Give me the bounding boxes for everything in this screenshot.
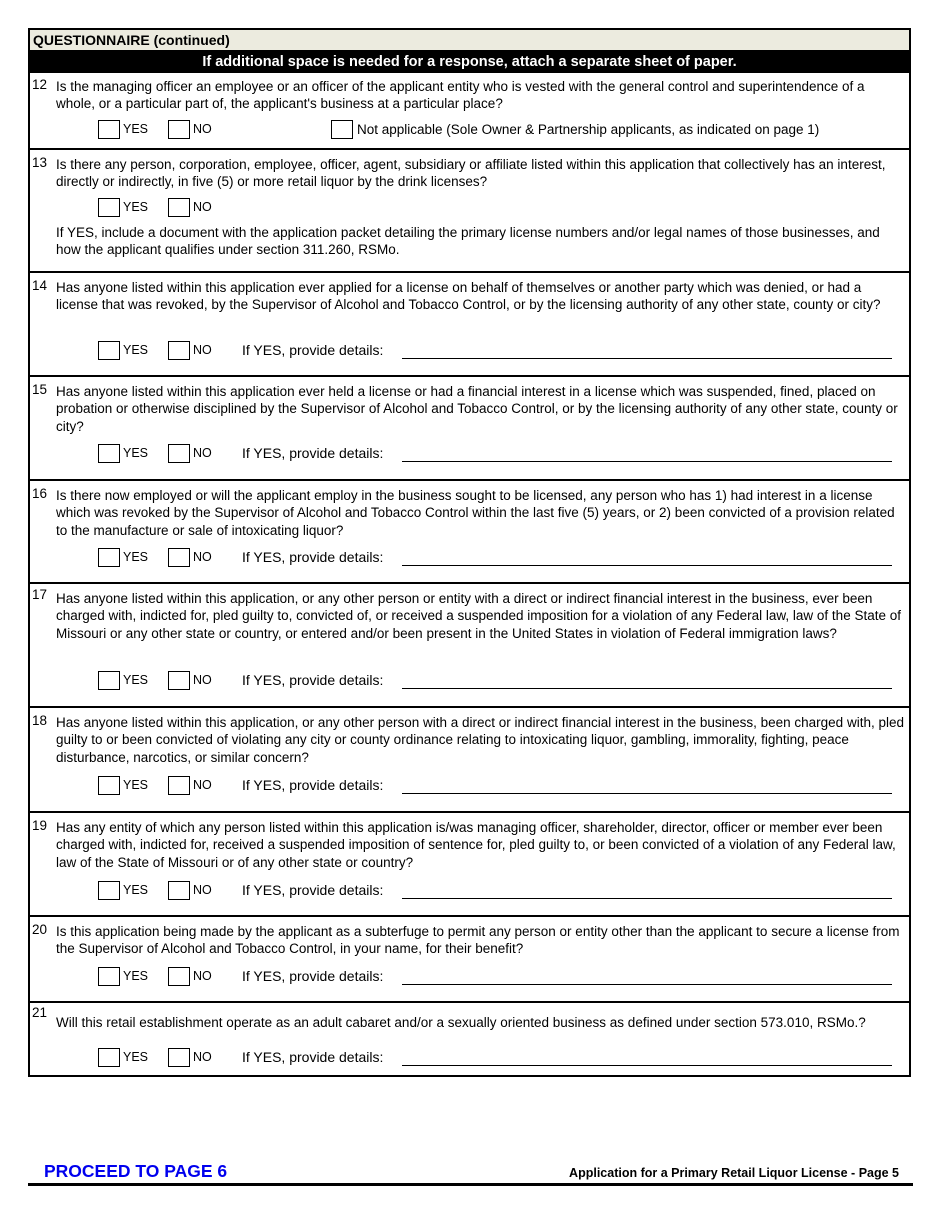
- not-applicable-label: Not applicable (Sole Owner & Partnership applicants, as indicated on page 1): [357, 122, 820, 137]
- yes-checkbox[interactable]: [98, 776, 120, 795]
- proceed-link[interactable]: PROCEED TO PAGE 6: [44, 1161, 228, 1181]
- question-text: Is there now employed or will the applicant employ in the business sought to be licensed, any person who has 1) had interest in a license which was revoked by the Supervisor of Alcohol and Tobacco Control within the last five (5) years, or 2) been convicted of a provision related to the manufacture or sale of intoxicating liquor?: [56, 488, 895, 538]
- details-label: If YES, provide details:: [242, 445, 384, 461]
- yes-checkbox[interactable]: [98, 967, 120, 986]
- question-number: 21: [32, 1005, 48, 1020]
- yes-label: YES: [123, 550, 149, 564]
- answer-row: [30, 1048, 909, 1068]
- question-number: 12: [32, 77, 48, 92]
- answer-row: [30, 198, 909, 218]
- details-field[interactable]: [402, 565, 892, 566]
- question-20: [30, 917, 909, 1003]
- details-label: If YES, provide details:: [242, 342, 384, 358]
- yes-label: YES: [123, 122, 149, 136]
- no-label: NO: [193, 673, 212, 687]
- page-footer: Application for a Primary Retail Liquor License - Page 5: [569, 1166, 899, 1180]
- question-number: 20: [32, 922, 48, 937]
- answer-row: [30, 548, 909, 568]
- details-label: If YES, provide details:: [242, 1049, 384, 1065]
- no-label: NO: [193, 969, 212, 983]
- no-label: NO: [193, 1050, 212, 1064]
- question-text: Has anyone listed within this application, or any other person with a direct or indirect financial interest in the business, been charged with, pled guilty to or been convicted of violating any city or county ordinance relating to intoxicating liquor, gambling, immorality, fighting, peace disturbance, narcotics, or similar concern?: [56, 715, 904, 765]
- no-checkbox[interactable]: [168, 120, 190, 139]
- details-field[interactable]: [402, 358, 892, 359]
- details-field[interactable]: [402, 793, 892, 794]
- no-checkbox[interactable]: [168, 967, 190, 986]
- question-number: 15: [32, 382, 48, 397]
- no-checkbox[interactable]: [168, 671, 190, 690]
- no-label: NO: [193, 778, 212, 792]
- no-label: NO: [193, 883, 212, 897]
- question-15: [30, 377, 909, 481]
- question-text: Has any entity of which any person listed within this application is/was managing officer, shareholder, director, officer or member ever been charged with, indicted for, received a suspended imposition of sentence for, pled guilty to, or been convicted of a violation of any Federal law, law of the State of Missouri or of any other state or country?: [56, 820, 896, 870]
- answer-row: [30, 341, 909, 361]
- yes-label: YES: [123, 200, 149, 214]
- yes-checkbox[interactable]: [98, 120, 120, 139]
- question-18: [30, 708, 909, 813]
- question-text: Is this application being made by the applicant as a subterfuge to permit any person or entity other than the applicant to secure a license from the Supervisor of Alcohol and Tobacco Control, in your name, for their benefit?: [56, 924, 900, 957]
- questionnaire-form: [28, 28, 911, 1077]
- answer-row: [30, 776, 909, 796]
- no-checkbox[interactable]: [168, 776, 190, 795]
- yes-checkbox[interactable]: [98, 198, 120, 217]
- no-checkbox[interactable]: [168, 198, 190, 217]
- answer-row: [30, 967, 909, 987]
- question-text: Has anyone listed within this application ever applied for a license on behalf of themselves or another party which was denied, or had a license that was revoked, by the Supervisor of Alcohol and Tobacco Control, or by the licensing authority of any other state, county or city?: [56, 280, 881, 313]
- no-label: NO: [193, 550, 212, 564]
- yes-label: YES: [123, 969, 149, 983]
- question-14: [30, 273, 909, 377]
- question-19: [30, 813, 909, 917]
- yes-checkbox[interactable]: [98, 341, 120, 360]
- no-checkbox[interactable]: [168, 1048, 190, 1067]
- details-label: If YES, provide details:: [242, 777, 384, 793]
- yes-checkbox[interactable]: [98, 671, 120, 690]
- question-number: 19: [32, 818, 48, 833]
- yes-checkbox[interactable]: [98, 1048, 120, 1067]
- yes-checkbox[interactable]: [98, 444, 120, 463]
- question-number: 17: [32, 587, 48, 602]
- yes-label: YES: [123, 778, 149, 792]
- details-label: If YES, provide details:: [242, 672, 384, 688]
- no-checkbox[interactable]: [168, 341, 190, 360]
- question-text: Has anyone listed within this application ever held a license or had a financial interest in a license which was suspended, fined, placed on probation or otherwise disciplined by the Supervisor of Alcohol and Tobacco Control, or by the licensing authority of any other state, county or city?: [56, 384, 898, 434]
- question-number: 13: [32, 155, 48, 170]
- question-number: 14: [32, 278, 48, 293]
- question-number: 16: [32, 486, 48, 501]
- answer-row: [30, 120, 909, 140]
- yes-label: YES: [123, 1050, 149, 1064]
- details-field[interactable]: [402, 1065, 892, 1066]
- section-title: QUESTIONNAIRE (continued): [30, 30, 909, 51]
- question-13: [30, 150, 909, 273]
- answer-row: [30, 444, 909, 464]
- answer-row: [30, 881, 909, 901]
- no-checkbox[interactable]: [168, 548, 190, 567]
- yes-label: YES: [123, 673, 149, 687]
- no-checkbox[interactable]: [168, 881, 190, 900]
- question-text: Will this retail establishment operate as an adult cabaret and/or a sexually oriented business as defined under section 573.010, RSMo.?: [56, 1015, 866, 1030]
- answer-row: [30, 671, 909, 691]
- question-text: Is there any person, corporation, employee, officer, agent, subsidiary or affiliate listed within this application that collectively has an interest, directly or indirectly, in five (5) or more retail liquor by the drink licenses?: [56, 157, 886, 190]
- details-label: If YES, provide details:: [242, 549, 384, 565]
- details-field[interactable]: [402, 984, 892, 985]
- yes-label: YES: [123, 446, 149, 460]
- no-label: NO: [193, 343, 212, 357]
- not-applicable-checkbox[interactable]: [331, 120, 353, 139]
- instruction-banner: If additional space is needed for a response, attach a separate sheet of paper.: [30, 51, 909, 73]
- yes-checkbox[interactable]: [98, 548, 120, 567]
- yes-label: YES: [123, 883, 149, 897]
- question-12: [30, 72, 909, 150]
- yes-checkbox[interactable]: [98, 881, 120, 900]
- details-field[interactable]: [402, 688, 892, 689]
- details-label: If YES, provide details:: [242, 968, 384, 984]
- no-label: NO: [193, 200, 212, 214]
- yes-label: YES: [123, 343, 149, 357]
- question-text: Has anyone listed within this application, or any other person or entity with a direct or indirect financial interest in the business, ever been charged with, indicted for, pled guilty to, convicted of, or received a suspended imposition for a violation of any Federal law, law of the State of Missouri or any other state or country, or entered and/or been present in the United States in violation of Federal immigration laws?: [56, 591, 901, 641]
- footer-divider: [28, 1183, 913, 1186]
- details-label: If YES, provide details:: [242, 882, 384, 898]
- question-note: If YES, include a document with the application packet detailing the primary license numbers and/or legal names of those businesses, and how the applicant qualifies under section 311.260, RSMo.: [56, 225, 880, 258]
- question-16: [30, 481, 909, 584]
- question-number: 18: [32, 713, 48, 728]
- no-checkbox[interactable]: [168, 444, 190, 463]
- no-label: NO: [193, 446, 212, 460]
- question-text: Is the managing officer an employee or an officer of the applicant entity who is vested with the general control and superintendence of a whole, or a particular part of, the applicant's business at a particular place?: [56, 79, 865, 112]
- question-21: [30, 1003, 909, 1075]
- details-field[interactable]: [402, 461, 892, 462]
- details-field[interactable]: [402, 898, 892, 899]
- question-17: [30, 584, 909, 708]
- no-label: NO: [193, 122, 212, 136]
